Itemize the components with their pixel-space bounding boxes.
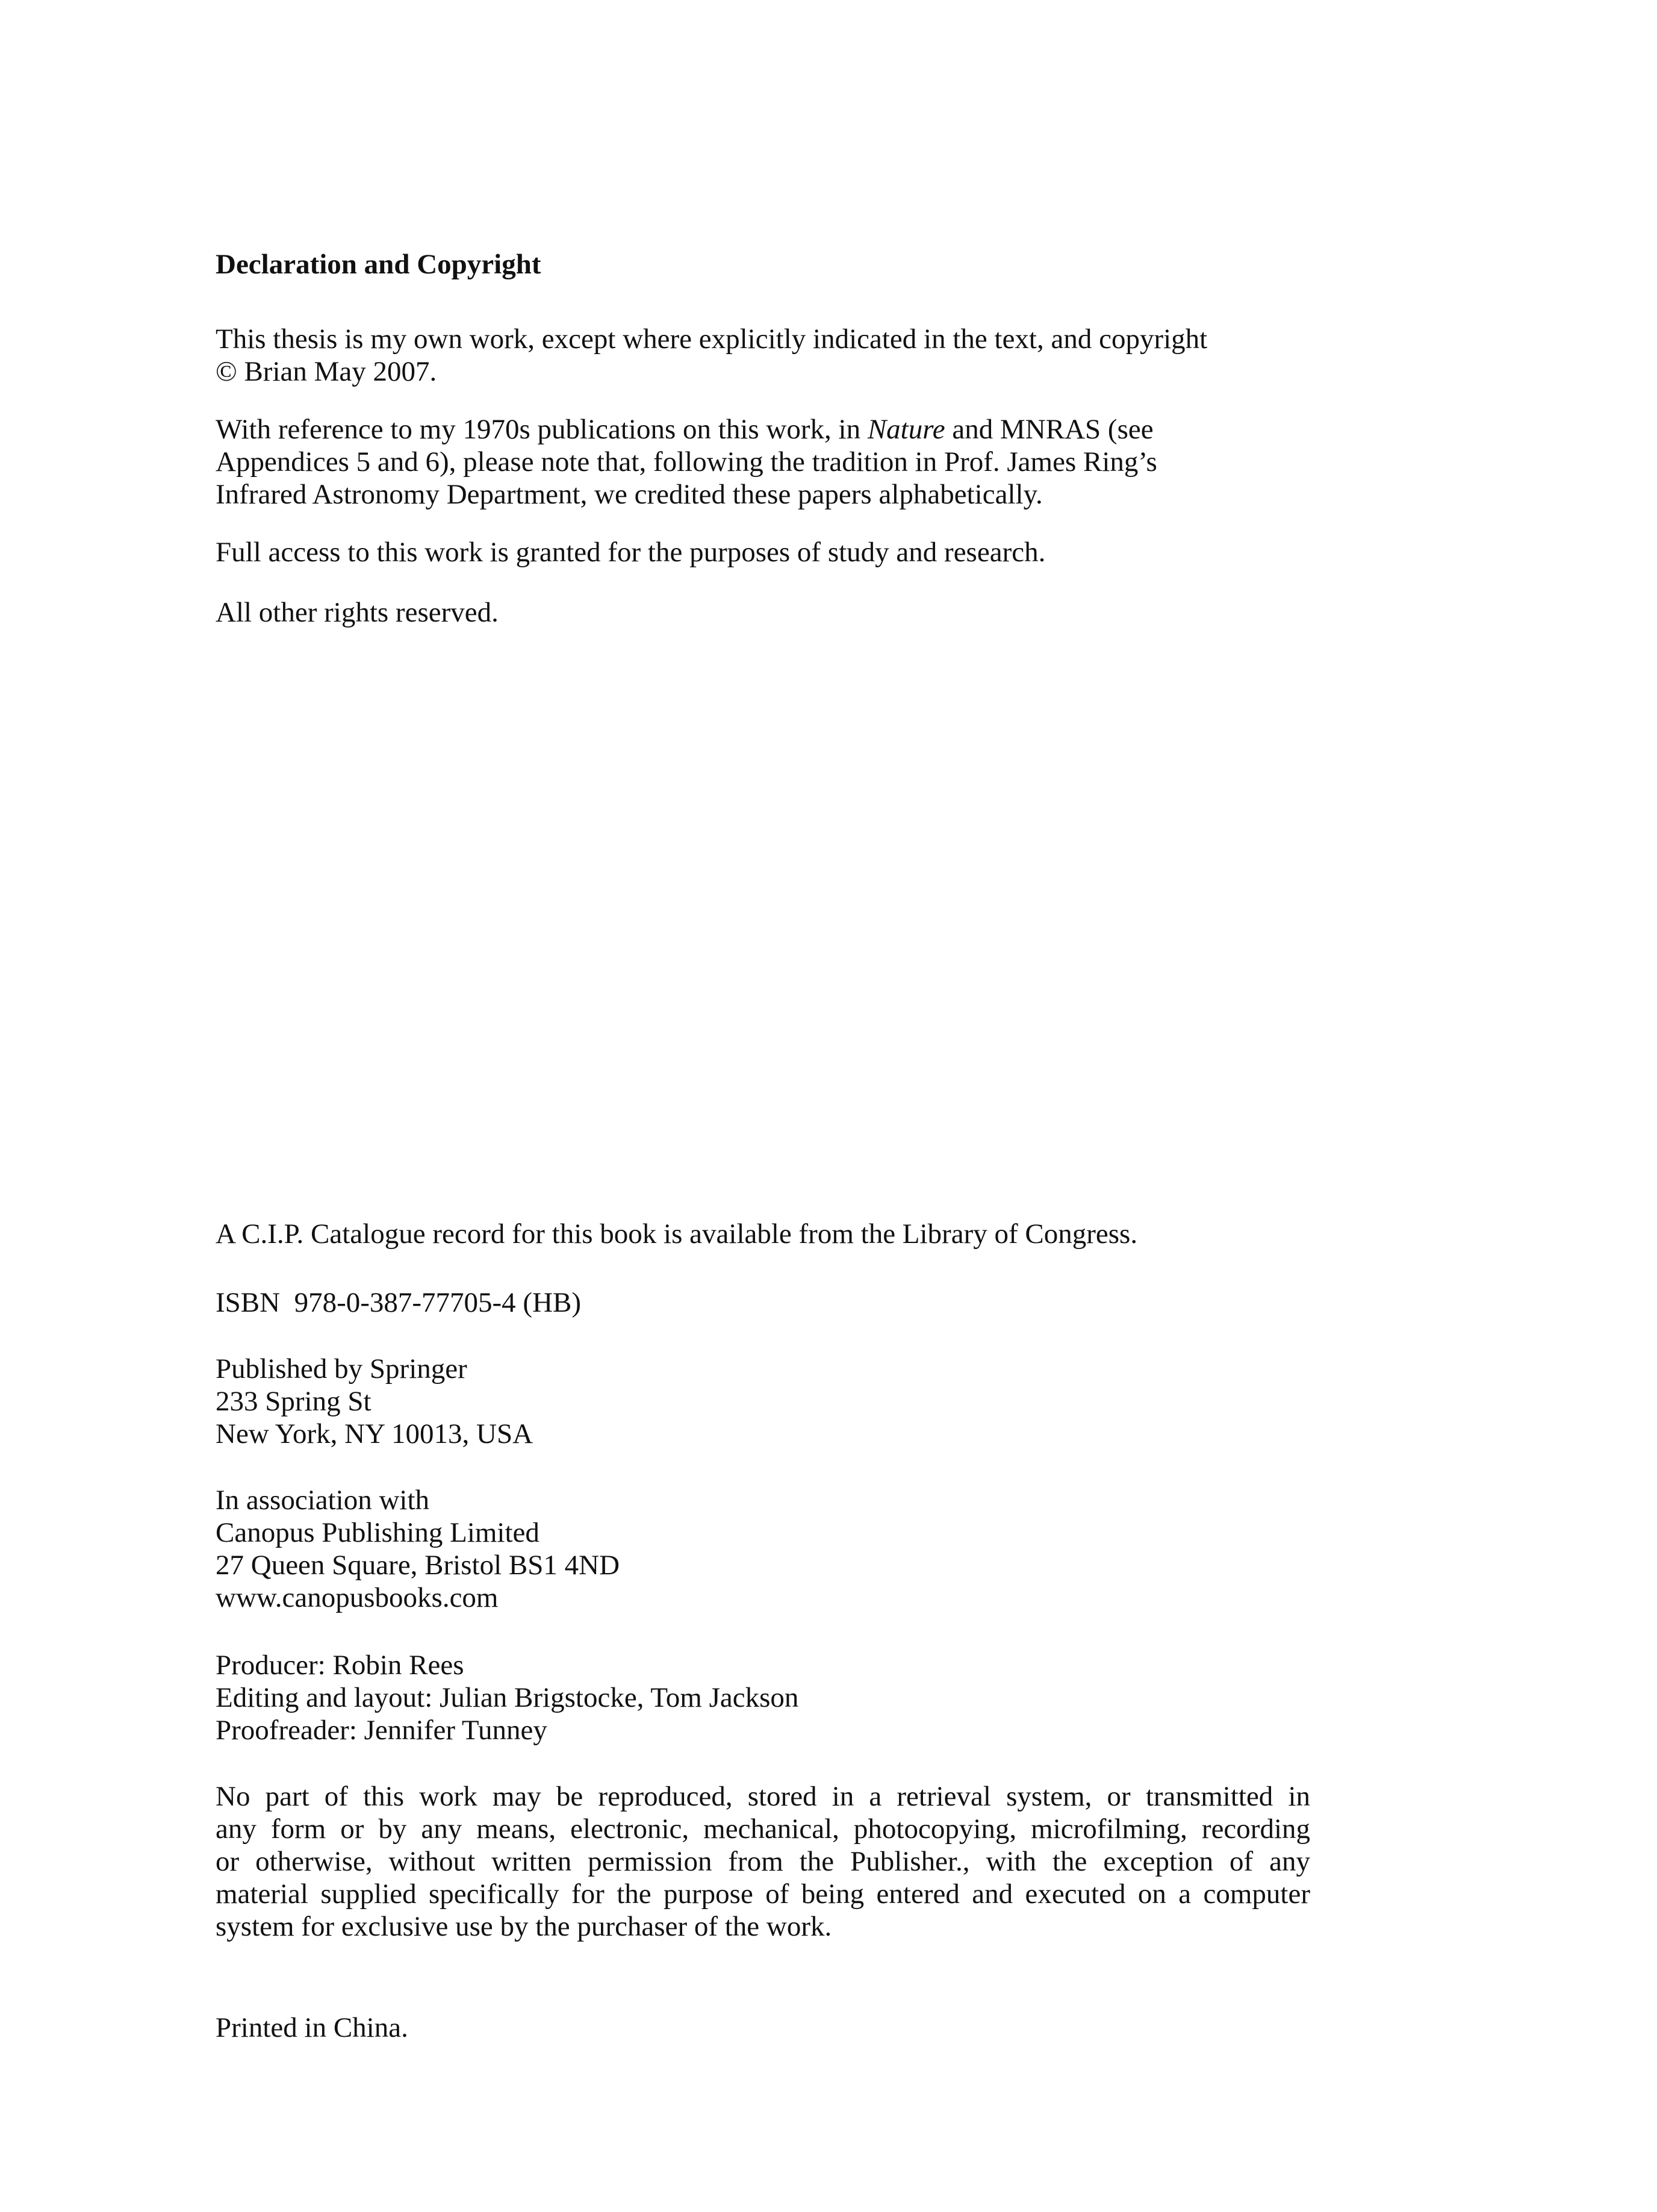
paragraph-line: or otherwise, without written permission from the Publisher., with the exception of any bbox=[216, 1846, 1310, 1877]
declaration-title-text: Declaration and Copyright bbox=[216, 249, 541, 280]
journal-name-italic: Nature bbox=[867, 414, 945, 445]
cip-record bbox=[216, 1218, 1317, 1250]
paragraph-line: Printed in China. bbox=[216, 2012, 408, 2043]
paragraph-line: A C.I.P. Catalogue record for this book is available from the Library of Congress. bbox=[216, 1218, 1138, 1250]
declaration-title bbox=[216, 248, 1317, 281]
paragraph-line: Published by Springer bbox=[216, 1353, 467, 1385]
paragraph-line: Appendices 5 and 6), please note that, following the tradition in Prof. James Ring’s bbox=[216, 446, 1157, 478]
paragraph-line: No part of this work may be reproduced, stored in a retrieval system, or transmitted in bbox=[216, 1781, 1310, 1812]
paragraph-line: Editing and layout: Julian Brigstocke, Tom Jackson bbox=[216, 1682, 799, 1713]
declaration-paragraph-1 bbox=[216, 323, 1317, 388]
paragraph-line: In association with bbox=[216, 1485, 430, 1516]
paragraph-line: Infrared Astronomy Department, we credited these papers alphabetically. bbox=[216, 479, 1043, 510]
paragraph-line: material supplied specifically for the purpose of being entered and executed on a computer bbox=[216, 1878, 1310, 1910]
rights-notice bbox=[216, 1780, 1310, 1943]
paragraph-line: Proofreader: Jennifer Tunney bbox=[216, 1715, 547, 1746]
paragraph-line: Producer: Robin Rees bbox=[216, 1650, 464, 1681]
printed-in bbox=[216, 2011, 1317, 2044]
paragraph-line: Canopus Publishing Limited bbox=[216, 1517, 539, 1548]
association-address bbox=[216, 1484, 1317, 1614]
paragraph-line: 27 Queen Square, Bristol BS1 4ND bbox=[216, 1550, 620, 1581]
declaration-paragraph-4 bbox=[216, 596, 1317, 629]
paragraph-line: All other rights reserved. bbox=[216, 597, 499, 628]
publisher-address bbox=[216, 1353, 1317, 1450]
paragraph-line: system for exclusive use by the purchaser of the work. bbox=[216, 1911, 832, 1942]
paragraph-line: 233 Spring St bbox=[216, 1386, 372, 1417]
paragraph-line: Full access to this work is granted for the purposes of study and research. bbox=[216, 537, 1046, 568]
paragraph-line: www.canopusbooks.com bbox=[216, 1582, 499, 1613]
paragraph-text: With reference to my 1970s publications on this work, in bbox=[216, 414, 868, 445]
paragraph-line bbox=[216, 413, 1317, 446]
paragraph-line: This thesis is my own work, except where explicitly indicated in the text, and copyright bbox=[216, 323, 1208, 355]
isbn bbox=[216, 1286, 1317, 1319]
declaration-paragraph-2 bbox=[216, 413, 1317, 511]
paragraph-text: and MNRAS (see bbox=[945, 414, 1154, 445]
production-credits bbox=[216, 1649, 1317, 1746]
paragraph-line: © Brian May 2007. bbox=[216, 356, 437, 387]
paragraph-line: ISBN 978-0-387-77705-4 (HB) bbox=[216, 1287, 582, 1318]
declaration-paragraph-3 bbox=[216, 536, 1317, 569]
paragraph-line: New York, NY 10013, USA bbox=[216, 1418, 533, 1450]
paragraph-line: any form or by any means, electronic, mechanical, photocopying, microfilming, recording bbox=[216, 1813, 1310, 1845]
